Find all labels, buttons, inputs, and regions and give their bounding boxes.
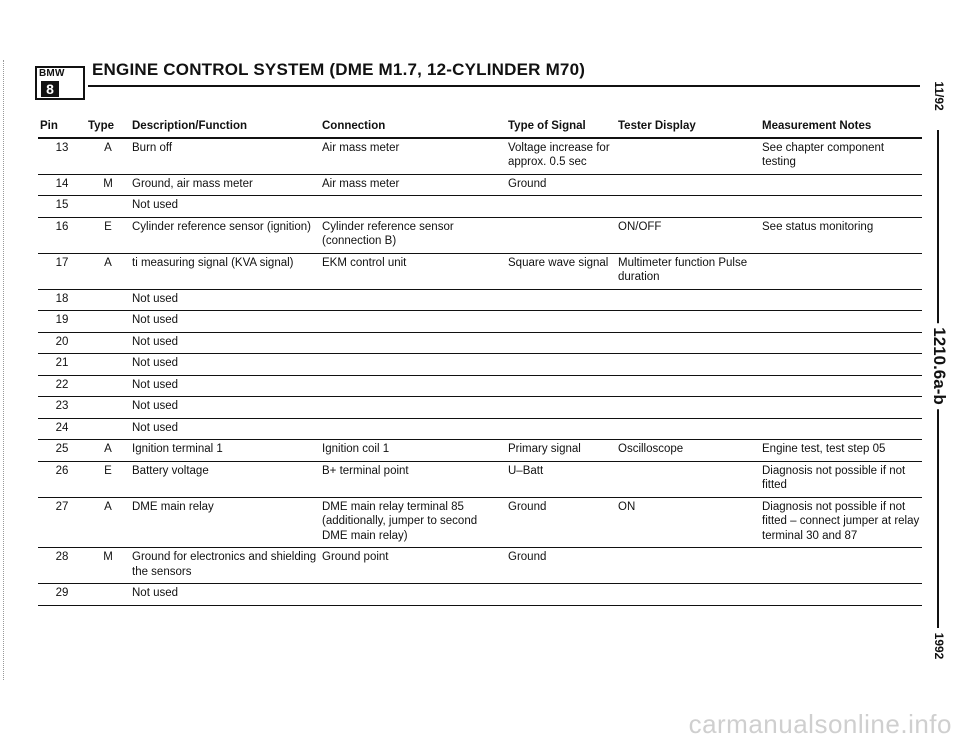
column-header-description: Description/Function (130, 118, 320, 138)
pin-cell: 27 (38, 497, 86, 548)
tester-display-cell (616, 311, 760, 333)
signal-type-cell (506, 289, 616, 311)
connection-cell: Ignition coil 1 (320, 440, 506, 462)
table-header-row (38, 118, 922, 138)
type-cell (86, 311, 130, 333)
description-cell: DME main relay (130, 497, 320, 548)
tester-display-cell (616, 461, 760, 497)
measurement-notes-cell: Diagnosis not possible if not fitted (760, 461, 922, 497)
description-cell: Cylinder reference sensor (ignition) (130, 217, 320, 253)
table-row (38, 354, 922, 376)
tester-display-cell (616, 584, 760, 606)
connection-cell (320, 311, 506, 333)
tester-display-cell (616, 548, 760, 584)
table-row (38, 332, 922, 354)
signal-type-cell (506, 418, 616, 440)
type-cell: M (86, 548, 130, 584)
description-cell: Not used (130, 375, 320, 397)
measurement-notes-cell (760, 196, 922, 218)
connection-cell (320, 375, 506, 397)
signal-type-cell: Voltage increase for approx. 0.5 sec (506, 138, 616, 175)
type-cell (86, 289, 130, 311)
type-cell: A (86, 253, 130, 289)
connection-cell (320, 289, 506, 311)
margin-rule (937, 404, 939, 628)
signal-type-cell (506, 354, 616, 376)
column-header-signal-type: Type of Signal (506, 118, 616, 138)
tester-display-cell: ON (616, 497, 760, 548)
pin-cell: 15 (38, 196, 86, 218)
description-cell: Not used (130, 354, 320, 376)
description-cell: Not used (130, 397, 320, 419)
tester-display-cell (616, 138, 760, 175)
pin-cell: 20 (38, 332, 86, 354)
signal-type-cell (506, 584, 616, 606)
tester-display-cell: Multimeter function Pulse duration (616, 253, 760, 289)
table-row (38, 217, 922, 253)
signal-type-cell: U–Batt (506, 461, 616, 497)
connection-cell: Air mass meter (320, 138, 506, 175)
pin-cell: 23 (38, 397, 86, 419)
description-cell: Ignition terminal 1 (130, 440, 320, 462)
connection-cell (320, 584, 506, 606)
pin-cell: 18 (38, 289, 86, 311)
logo-brand-text: BMW (39, 68, 65, 79)
type-cell (86, 584, 130, 606)
pin-cell: 17 (38, 253, 86, 289)
tester-display-cell (616, 196, 760, 218)
connection-cell: Ground point (320, 548, 506, 584)
signal-type-cell: Ground (506, 497, 616, 548)
tester-display-cell (616, 289, 760, 311)
description-cell: Battery voltage (130, 461, 320, 497)
side-margin-strip (924, 60, 954, 680)
connection-cell: B+ terminal point (320, 461, 506, 497)
signal-type-cell (506, 397, 616, 419)
description-cell: Not used (130, 196, 320, 218)
table-row (38, 174, 922, 196)
connection-cell (320, 196, 506, 218)
type-cell (86, 332, 130, 354)
pin-cell: 29 (38, 584, 86, 606)
signal-type-cell (506, 311, 616, 333)
table-row (38, 461, 922, 497)
section-code: 1210.6a-b (929, 323, 949, 409)
pin-cell: 16 (38, 217, 86, 253)
signal-type-cell: Ground (506, 548, 616, 584)
column-header-pin: Pin (38, 118, 86, 138)
page-title: ENGINE CONTROL SYSTEM (DME M1.7, 12-CYLINDER M70) (92, 60, 586, 79)
column-header-connection: Connection (320, 118, 506, 138)
logo-series-badge: 8 (41, 81, 59, 97)
table-row (38, 375, 922, 397)
issue-date: 11/92 (932, 77, 946, 114)
signal-type-cell: Ground (506, 174, 616, 196)
connection-cell: Cylinder reference sensor (connection B) (320, 217, 506, 253)
signal-type-cell: Square wave signal (506, 253, 616, 289)
column-header-type: Type (86, 118, 130, 138)
type-cell (86, 397, 130, 419)
description-cell: Ground, air mass meter (130, 174, 320, 196)
description-cell: Not used (130, 289, 320, 311)
table-row (38, 253, 922, 289)
pin-cell: 19 (38, 311, 86, 333)
description-cell: Not used (130, 418, 320, 440)
tester-display-cell (616, 174, 760, 196)
type-cell (86, 354, 130, 376)
connection-cell: DME main relay terminal 85 (additionally, jumper to second DME main relay) (320, 497, 506, 548)
tester-display-cell: Oscilloscope (616, 440, 760, 462)
measurement-notes-cell (760, 253, 922, 289)
measurement-notes-cell (760, 354, 922, 376)
signal-type-cell (506, 332, 616, 354)
description-cell: Not used (130, 332, 320, 354)
signal-type-cell (506, 196, 616, 218)
pin-cell: 22 (38, 375, 86, 397)
description-cell: Not used (130, 584, 320, 606)
signal-type-cell (506, 217, 616, 253)
measurement-notes-cell (760, 397, 922, 419)
table-row (38, 440, 922, 462)
column-header-measurement-notes: Measurement Notes (760, 118, 922, 138)
measurement-notes-cell: Diagnosis not possible if not fitted – connect jumper at relay terminal 30 and 87 (760, 497, 922, 548)
measurement-notes-cell (760, 584, 922, 606)
tester-display-cell (616, 354, 760, 376)
connection-cell: Air mass meter (320, 174, 506, 196)
pin-cell: 14 (38, 174, 86, 196)
measurement-notes-cell: See chapter component testing (760, 138, 922, 175)
pin-cell: 28 (38, 548, 86, 584)
tester-display-cell (616, 375, 760, 397)
measurement-notes-cell (760, 311, 922, 333)
type-cell: A (86, 497, 130, 548)
table-row (38, 196, 922, 218)
pin-cell: 24 (38, 418, 86, 440)
margin-rule (937, 130, 939, 350)
description-cell: Not used (130, 311, 320, 333)
connection-cell: EKM control unit (320, 253, 506, 289)
description-cell: ti measuring signal (KVA signal) (130, 253, 320, 289)
pin-cell: 26 (38, 461, 86, 497)
tester-display-cell: ON/OFF (616, 217, 760, 253)
table-row (38, 289, 922, 311)
binding-margin (3, 60, 4, 680)
type-cell: E (86, 461, 130, 497)
measurement-notes-cell (760, 332, 922, 354)
pin-assignment-table (38, 118, 922, 606)
type-cell: A (86, 138, 130, 175)
table-row (38, 311, 922, 333)
connection-cell (320, 332, 506, 354)
measurement-notes-cell (760, 418, 922, 440)
edition-year: 1992 (932, 629, 946, 664)
connection-cell (320, 354, 506, 376)
type-cell (86, 375, 130, 397)
measurement-notes-cell (760, 548, 922, 584)
column-header-tester-display: Tester Display (616, 118, 760, 138)
tester-display-cell (616, 332, 760, 354)
measurement-notes-cell (760, 174, 922, 196)
title-underline (88, 85, 920, 87)
pin-cell: 25 (38, 440, 86, 462)
pin-cell: 21 (38, 354, 86, 376)
table-row (38, 397, 922, 419)
signal-type-cell: Primary signal (506, 440, 616, 462)
table-row (38, 548, 922, 584)
description-cell: Burn off (130, 138, 320, 175)
measurement-notes-cell: See status monitoring (760, 217, 922, 253)
type-cell (86, 418, 130, 440)
table-row (38, 418, 922, 440)
tester-display-cell (616, 397, 760, 419)
connection-cell (320, 418, 506, 440)
watermark: carmanualsonline.info (688, 709, 952, 739)
tester-display-cell (616, 418, 760, 440)
pin-cell: 13 (38, 138, 86, 175)
table-row (38, 584, 922, 606)
table-row (38, 138, 922, 175)
table-row (38, 497, 922, 548)
description-cell: Ground for electronics and shielding the sensors (130, 548, 320, 584)
signal-type-cell (506, 375, 616, 397)
measurement-notes-cell (760, 375, 922, 397)
type-cell: M (86, 174, 130, 196)
type-cell (86, 196, 130, 218)
type-cell: A (86, 440, 130, 462)
bmw-logo (35, 66, 85, 100)
connection-cell (320, 397, 506, 419)
type-cell: E (86, 217, 130, 253)
measurement-notes-cell: Engine test, test step 05 (760, 440, 922, 462)
measurement-notes-cell (760, 289, 922, 311)
